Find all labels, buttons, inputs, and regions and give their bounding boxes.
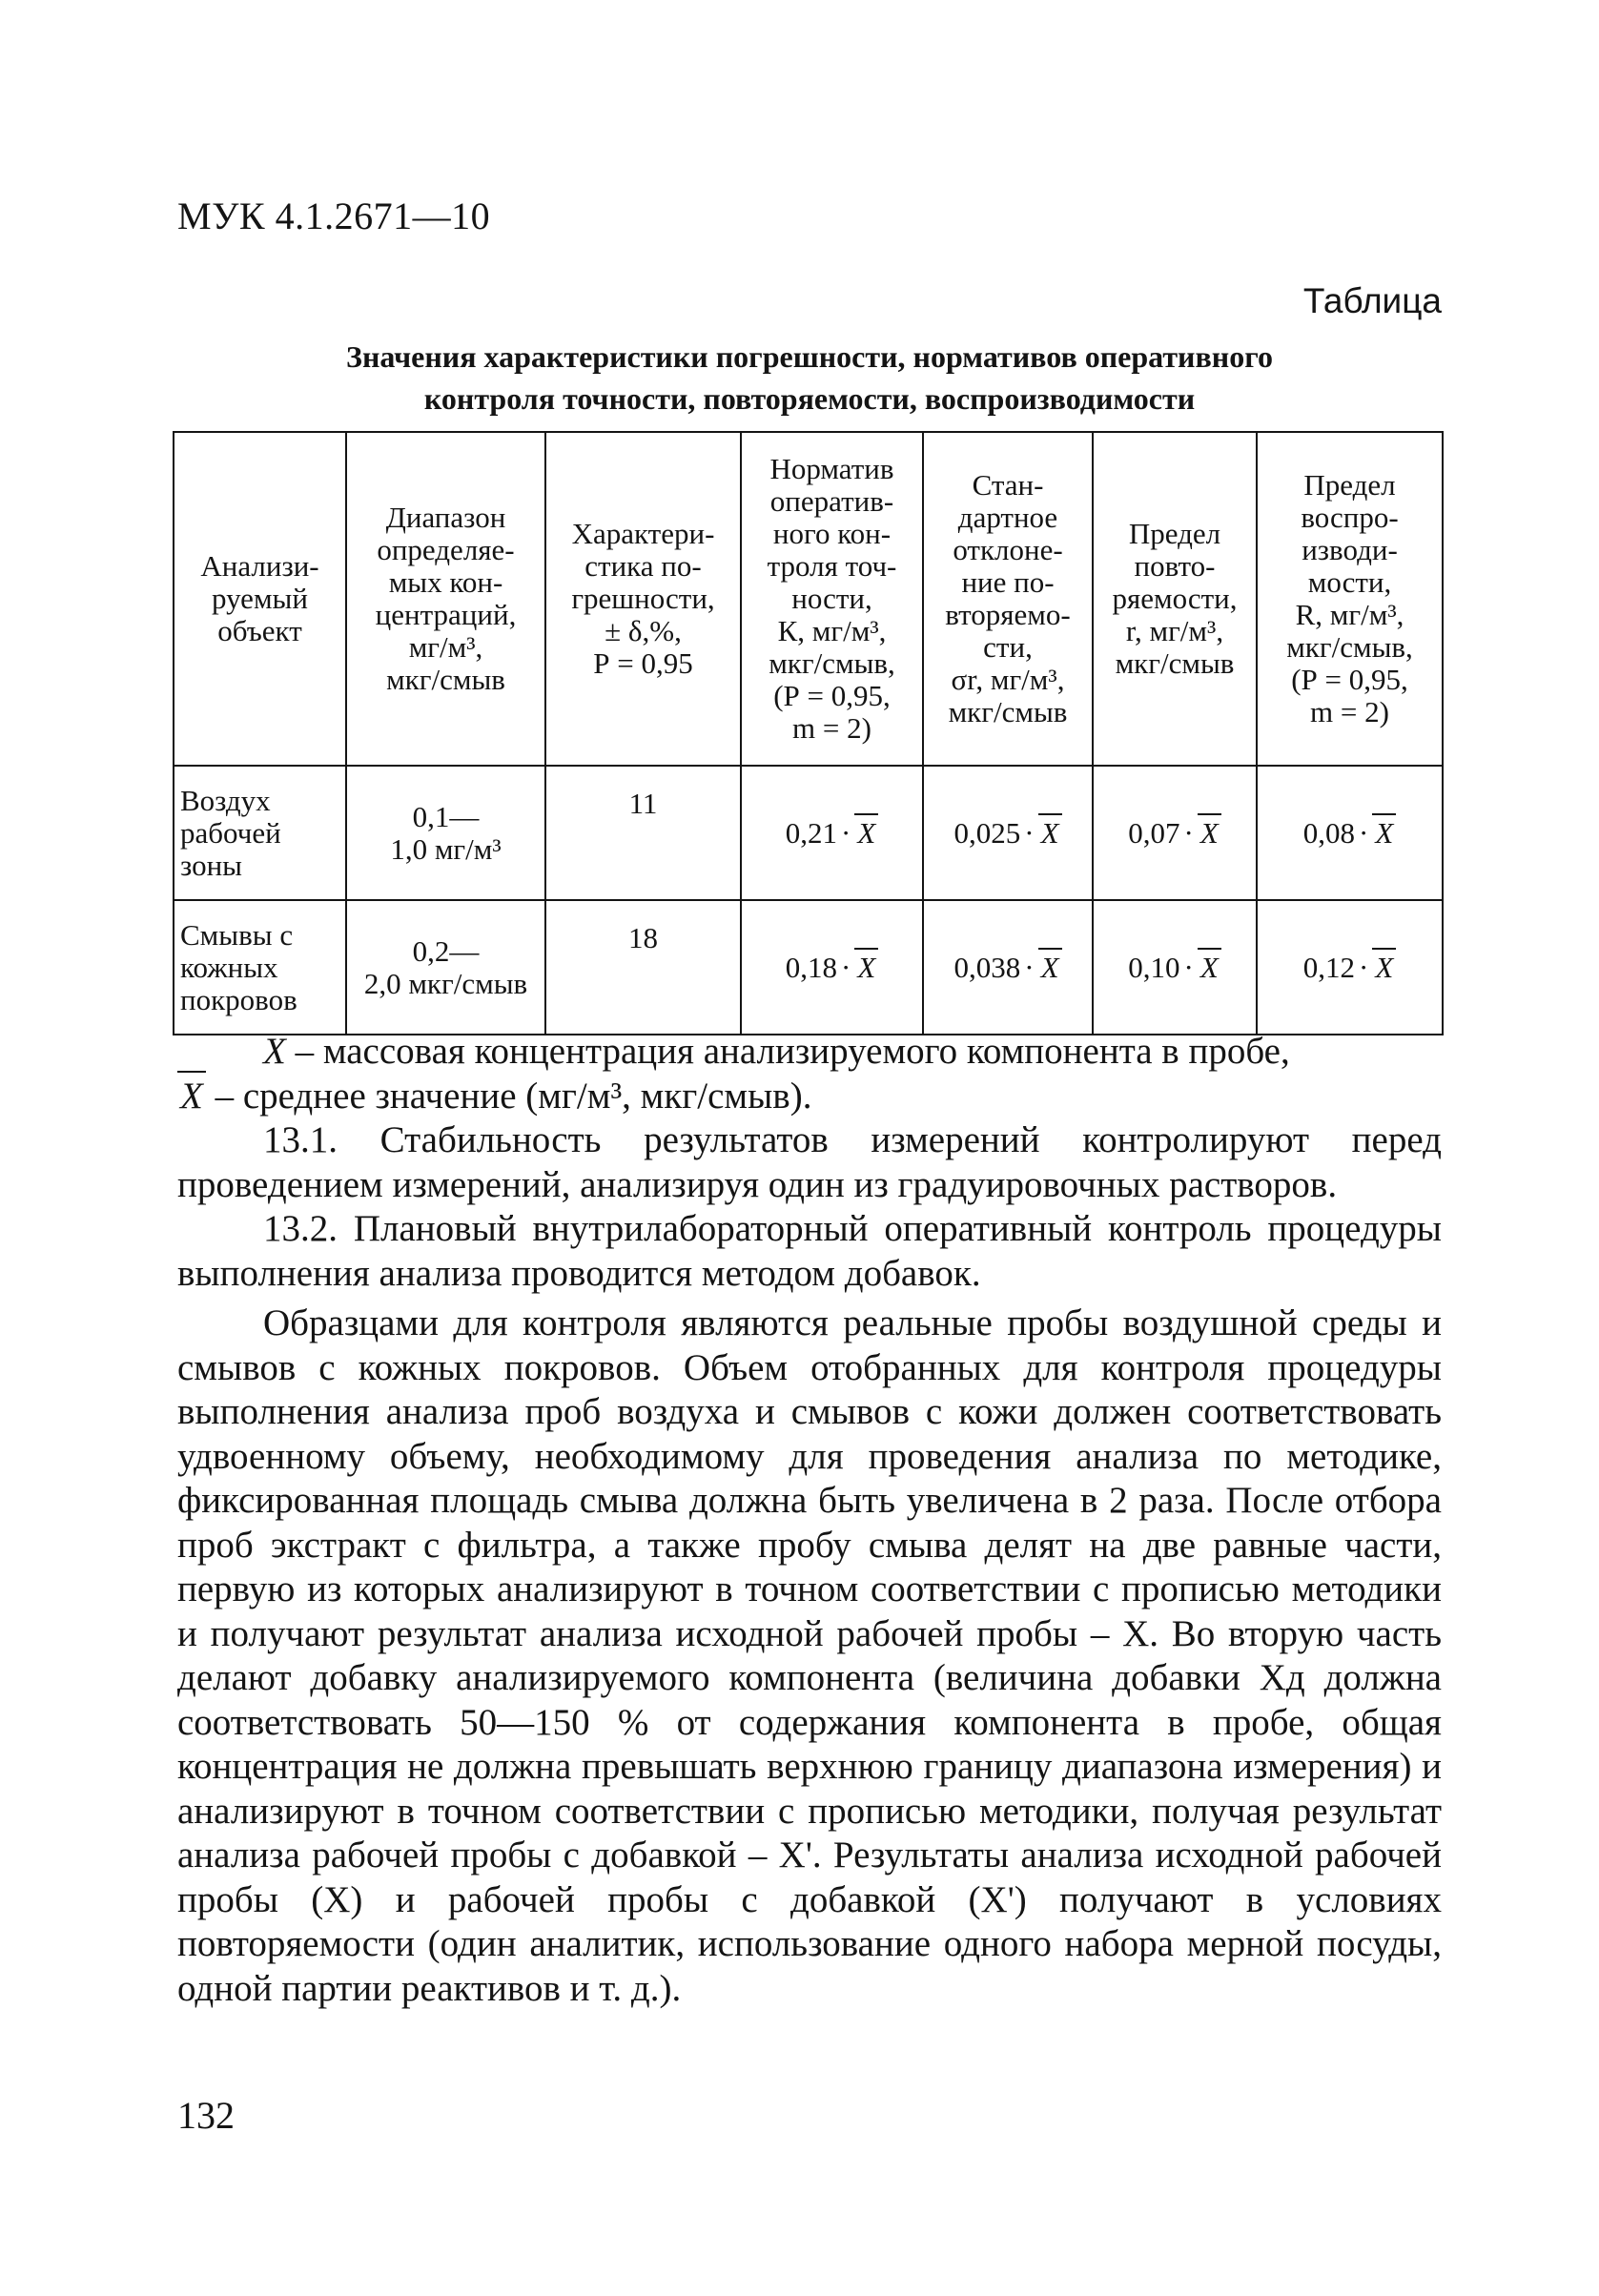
object-line: покровов [180, 982, 297, 1016]
header-line: (Р = 0,95, [1291, 663, 1408, 696]
coefficient-value: 0,038 [953, 950, 1021, 984]
paragraph-13-1: 13.1. Стабильность результатов измерений контролируют перед проведением измерений, анализируя один из градуировочных растворов. [177, 1119, 1442, 1205]
cell-r-reproducibility [1257, 900, 1443, 1035]
header-line: Стан- [972, 468, 1044, 502]
header-line: мых кон- [388, 565, 503, 599]
header-line: центраций, [375, 598, 517, 631]
mean-symbol: X [1198, 952, 1221, 984]
header-line: Р = 0,95 [593, 646, 693, 680]
object-line: Смывы с [180, 917, 294, 952]
range-line: 0,1— [412, 799, 480, 833]
cell-sr [923, 766, 1093, 900]
header-line: мкг/смыв, [1286, 630, 1413, 664]
header-line: ряемости, [1112, 582, 1238, 615]
coefficient-value: 0,08 [1302, 815, 1355, 850]
cell-r [1093, 900, 1257, 1035]
header-line: изводи- [1302, 533, 1398, 566]
table-row [174, 900, 1443, 1035]
header-line: σr, мг/м³, [951, 663, 1065, 696]
table-title [177, 336, 1442, 420]
cell-sr [923, 900, 1093, 1035]
coefficient-value: 0,07 [1128, 815, 1180, 850]
header-concentration-range [346, 432, 545, 766]
header-accuracy-standard [741, 432, 923, 766]
header-line: мкг/смыв [1115, 646, 1235, 680]
mean-symbol: X [1372, 817, 1396, 850]
header-line: Анализи- [200, 549, 319, 583]
multiply-sign: · [840, 815, 851, 850]
cell-error: 18 [545, 900, 741, 1035]
header-line: Диапазон [385, 501, 506, 534]
header-reproducibility-limit [1257, 432, 1443, 766]
header-line: ности, [791, 582, 872, 615]
header-line: стика по- [584, 549, 702, 583]
header-line: ± δ,%, [605, 614, 682, 647]
cell-k [741, 766, 923, 900]
paragraph-control-samples: Образцами для контроля являются реальные пробы воздушной среды и смывов с кожных покровов. Объем отобранных для контроля процедуры выполнения анализа проб воздуха и смывов с кожи должен соответствовать удвоенному объему, необходимому для проведения анализа по методике, фиксированная площадь смыва должна быть увеличена в 2 раза. После отбора проб экстракт с фильтра, а также пробу смыва делят на две равные части, первую из которых анализируют в точном соответствии с прописью методики и получают результат анализа исходной рабочей пробы – X. Во вторую часть делают добавку анализируемого компонента (величина добавки Xд должна соответствовать 50—150 % от содержания компонента в пробе, общая концентрация не должна превышать верхнюю границу диапазона измерения) и анализируют в точном соответствии с прописью методики, получая результат анализа рабочей пробы с добавкой – X'. Результаты анализа исходной рабочей пробы (X) и рабочей пробы с добавкой (X') получают в условиях повторяемости (один аналитик, использование одного набора мерной посуды, одной партии реактивов и т. д.). [177, 1302, 1442, 2009]
cell-r-reproducibility [1257, 766, 1443, 900]
header-line: мг/м³, [408, 630, 483, 664]
table-title-line-2: контроля точности, повторяемости, воспроизводимости [423, 381, 1196, 416]
body-text [177, 1030, 1442, 2011]
cell-object [174, 900, 346, 1035]
header-line: Норматив [769, 452, 894, 485]
header-error-characteristic [545, 432, 741, 766]
header-line: отклоне- [953, 533, 1063, 566]
coefficient-value: 0,025 [953, 815, 1021, 850]
header-line: R, мг/м³, [1295, 598, 1404, 631]
object-line: зоны [180, 848, 242, 882]
table-row [174, 766, 1443, 900]
header-line: руемый [212, 582, 308, 615]
header-repeatability-deviation [923, 432, 1093, 766]
table-title-line-1: Значения характеристики погрешности, нормативов оперативного [346, 339, 1273, 374]
header-line: ние по- [961, 565, 1055, 599]
header-line: Характери- [571, 517, 715, 550]
cell-error: 11 [545, 766, 741, 900]
note-xbar-definition [177, 1075, 1442, 1119]
mean-symbol: X [1198, 817, 1221, 850]
coefficient-value: 0,12 [1302, 950, 1355, 984]
cell-k [741, 900, 923, 1035]
header-line: мкг/смыв [386, 663, 505, 696]
table-header-row [174, 432, 1443, 766]
cell-range [346, 900, 545, 1035]
mean-symbol: X [1038, 952, 1062, 984]
header-line: Предел [1128, 517, 1221, 550]
mean-symbol: X [1372, 952, 1396, 984]
page-number: 132 [177, 2094, 235, 2137]
object-line: рабочей [180, 815, 281, 850]
coefficient-value: 0,10 [1128, 950, 1180, 984]
document-code: МУК 4.1.2671—10 [177, 195, 491, 237]
header-line: ного кон- [772, 517, 892, 550]
paragraph-13-2: 13.2. Плановый внутрилабораторный оперативный контроль процедуры выполнения анализа проводится методом добавок. [177, 1208, 1442, 1294]
header-line: мкг/смыв [948, 695, 1068, 728]
header-line: Предел [1303, 468, 1396, 502]
range-line: 2,0 мкг/смыв [363, 966, 528, 1000]
multiply-sign: · [1358, 950, 1369, 984]
object-line: Воздух [180, 783, 271, 817]
multiply-sign: · [1183, 815, 1194, 850]
header-line: вторяемо- [945, 598, 1071, 631]
range-line: 1,0 мг/м³ [390, 831, 502, 866]
header-line: К, мг/м³, [777, 614, 887, 647]
cell-r [1093, 766, 1257, 900]
x-definition-text: – массовая концентрация анализируемого компонента в пробе, [295, 1031, 1290, 1072]
multiply-sign: · [1024, 815, 1035, 850]
mean-symbol: X [854, 952, 878, 984]
cell-object [174, 766, 346, 900]
object-line: кожных [180, 950, 278, 984]
header-line: (Р = 0,95, [773, 679, 891, 712]
multiply-sign: · [1358, 815, 1369, 850]
x-symbol: X [263, 1031, 286, 1072]
multiply-sign: · [1183, 950, 1194, 984]
range-line: 0,2— [412, 933, 480, 968]
header-line: мкг/смыв, [769, 646, 895, 680]
xbar-definition-text: – среднее значение (мг/м³, мкг/смыв). [215, 1075, 812, 1117]
coefficient-value: 0,18 [785, 950, 837, 984]
multiply-sign: · [840, 950, 851, 984]
characteristics-table [173, 431, 1444, 1035]
header-line: дартное [957, 501, 1058, 534]
note-x-definition [177, 1030, 1442, 1075]
header-line: объект [217, 614, 302, 647]
header-line: повто- [1134, 549, 1216, 583]
mean-symbol: X [1038, 817, 1062, 850]
header-line: грешности, [571, 582, 715, 615]
coefficient-value: 0,21 [785, 815, 837, 850]
cell-range [346, 766, 545, 900]
header-line: воспро- [1301, 501, 1399, 534]
table-label: Таблица [1302, 281, 1442, 320]
header-line: r, мг/м³, [1125, 614, 1224, 647]
header-line: сти, [983, 630, 1033, 664]
header-repeatability-limit [1093, 432, 1257, 766]
header-line: оператив- [769, 484, 894, 518]
header-analyzed-object [174, 432, 346, 766]
mean-symbol: X [854, 817, 878, 850]
header-line: m = 2) [1310, 695, 1389, 728]
header-line: троля точ- [767, 549, 897, 583]
xbar-symbol: X [177, 1075, 206, 1119]
header-line: определяе- [377, 533, 515, 566]
header-line: m = 2) [792, 711, 871, 745]
header-line: мости, [1307, 565, 1392, 599]
multiply-sign: · [1024, 950, 1035, 984]
